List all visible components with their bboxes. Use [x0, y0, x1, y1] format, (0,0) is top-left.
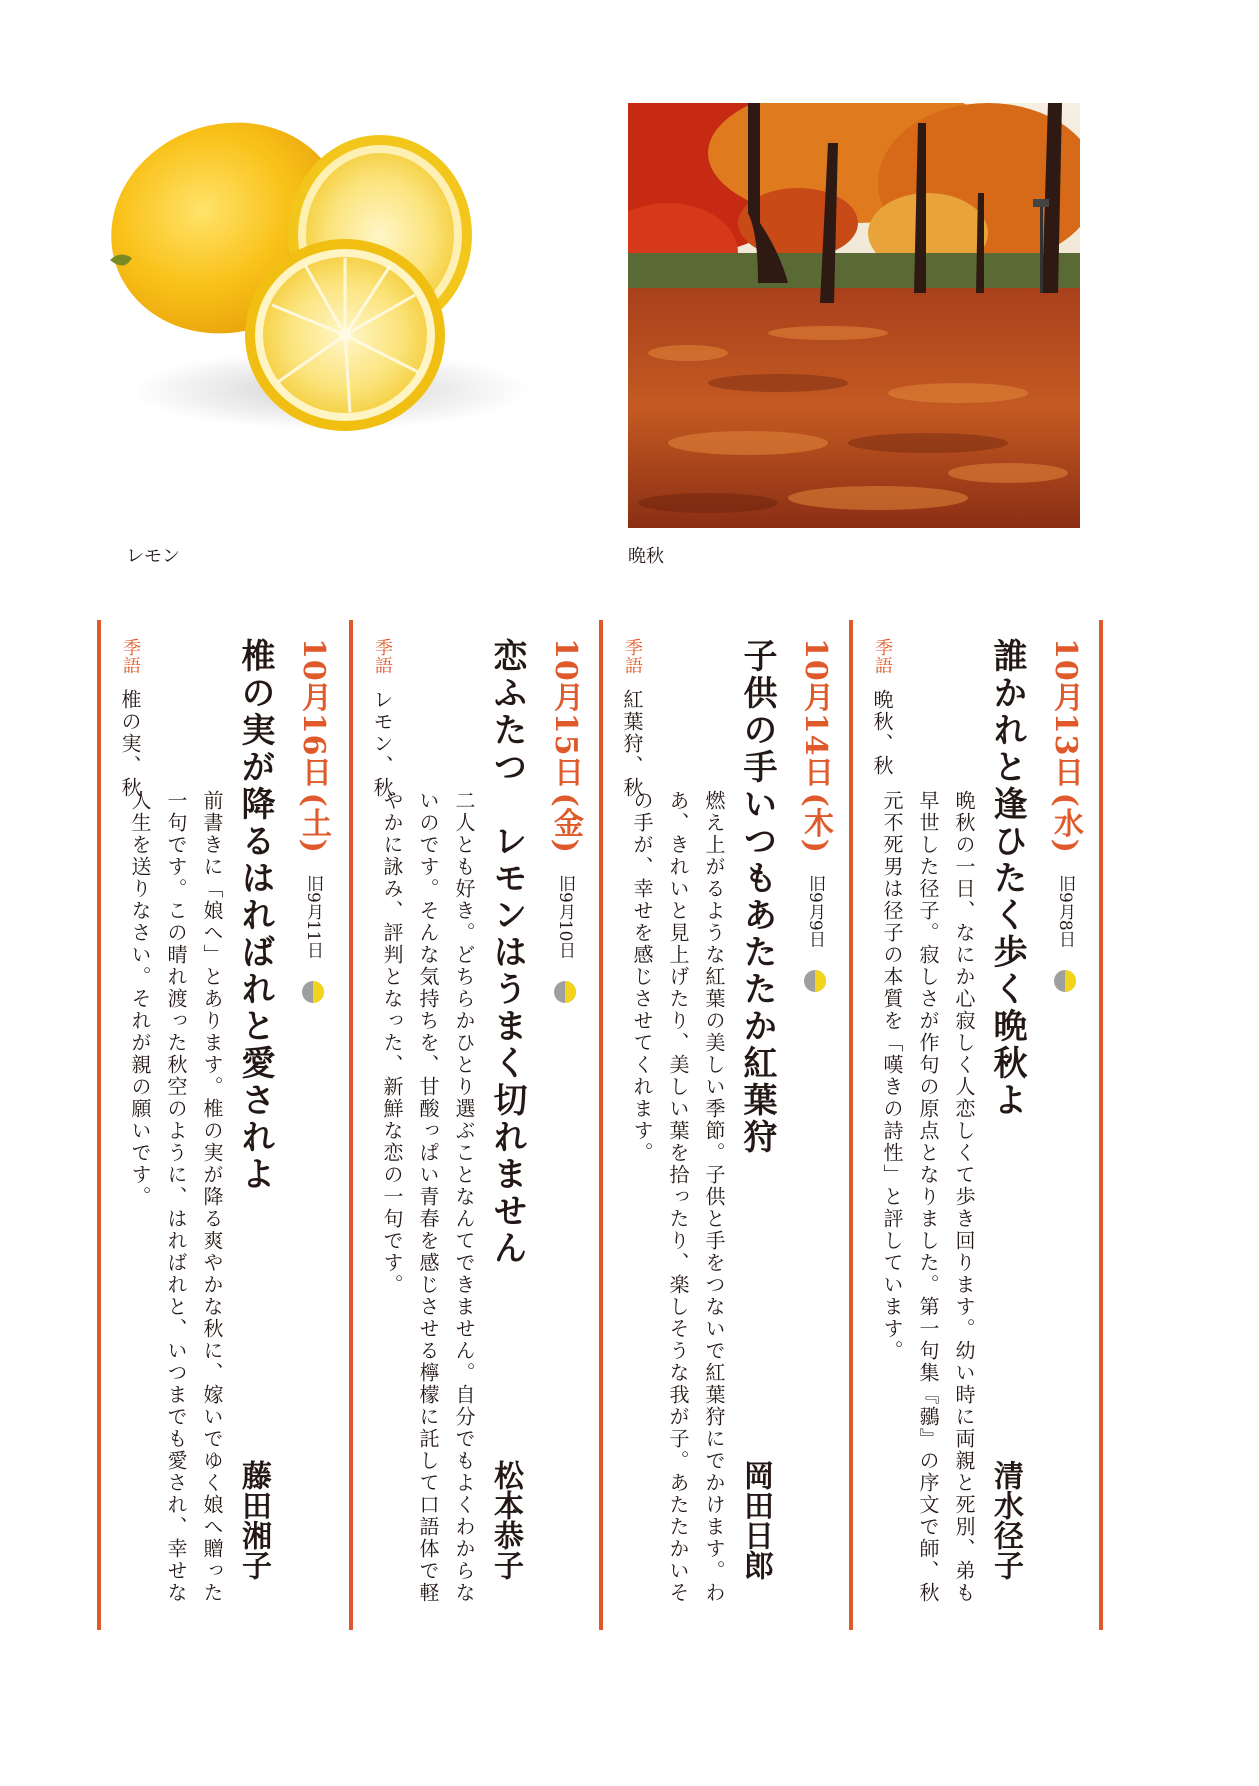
kigo-label: 季語: [120, 638, 141, 674]
kigo-label: 季語: [622, 638, 643, 674]
kigo-words: 椎の実、秋: [118, 689, 142, 800]
entry-weekday: (木): [798, 792, 833, 854]
entry-kyureki: 旧9月9日: [805, 875, 825, 948]
moon-phase-icon: [301, 980, 325, 1004]
entry-weekday: (水): [1048, 792, 1083, 854]
column-divider: [598, 620, 604, 1630]
entry-10-14-haiku: 子供の手いつもあたたか紅葉狩: [737, 638, 777, 1156]
entry-10-16-comment: 前書きに「娘へ」とあります。椎の実が降る爽やかな秋に、嫁いでゆく娘へ贈った一句です。この晴れ渡った秋空のように、はればれと、いつまでも愛され、幸せな人生を送りなさい。それが親の願いです。: [128, 790, 224, 1604]
kigo-label: 季語: [372, 638, 393, 674]
entry-10-13-haiku: 誰かれと逢ひたく歩く晩秋よ: [987, 638, 1027, 1119]
entry-10-16-kigo: [120, 638, 140, 799]
entry-10-16-author: 藤田湘子: [236, 1460, 271, 1580]
kigo-label: 季語: [872, 638, 893, 674]
entry-10-15-date-block: [548, 638, 583, 1004]
entry-date: 10月15日: [548, 638, 583, 788]
entry-10-14-comment: 燃え上がるような紅葉の美しい季節。子供と手をつないで紅葉狩にでかけます。わあ、きれいと見上げたり、美しい葉を拾ったり、楽しそうな我が子。あたたかいその手が、幸せを感じさせてくれます。: [630, 790, 726, 1604]
entry-10-15-comment: 二人とも好き。どちらかひとり選ぶことなんてできません。自分でもよくわからないのです。そんな気持ちを、甘酸っぱい青春を感じさせる檸檬に託して口語体で軽やかに詠み、評判となった、新鮮な恋の一句です。: [380, 790, 476, 1604]
entry-10-15-kigo: [372, 638, 392, 799]
entry-kyureki: 旧9月10日: [555, 875, 575, 959]
entry-10-13-kigo: [872, 638, 892, 777]
column-divider: [96, 620, 102, 1630]
entry-10-15-haiku: 恋ふたつ レモンはうまく切れません: [487, 638, 527, 1267]
entry-weekday: (金): [548, 792, 583, 854]
column-divider: [1098, 620, 1104, 1630]
column-divider: [848, 620, 854, 1630]
entry-kyureki: 旧9月11日: [303, 875, 323, 959]
entry-10-13-comment: 晩秋の一日、なにか心寂しく人恋しくて歩き回ります。幼い時に両親と死別、弟も早世した径子。寂しさが作句の原点となりました。第一句集『鶸』の序文で師、秋元不死男は径子の本質を「嘆きの詩性」と評しています。: [880, 790, 976, 1604]
entry-10-14-kigo: [622, 638, 642, 799]
entry-weekday: (土): [296, 792, 331, 854]
entry-10-16-date-block: [296, 638, 331, 1004]
entry-10-14-author: 岡田日郎: [738, 1460, 773, 1580]
entry-date: 10月13日: [1048, 638, 1083, 788]
moon-phase-icon: [1053, 969, 1077, 993]
late-autumn-caption: 晩秋: [628, 546, 664, 567]
entry-10-14-date-block: [798, 638, 833, 993]
entry-10-13-author: 清水径子: [988, 1460, 1023, 1580]
kigo-words: レモン、秋: [370, 689, 394, 800]
lemon-photo: [100, 90, 540, 480]
entry-date: 10月14日: [798, 638, 833, 788]
kigo-words: 晩秋、秋: [870, 689, 894, 778]
moon-phase-icon: [803, 969, 827, 993]
late-autumn-photo: [628, 103, 1080, 528]
entry-date: 10月16日: [296, 638, 331, 788]
column-divider: [348, 620, 354, 1630]
lemon-caption: レモン: [126, 546, 180, 567]
entry-kyureki: 旧9月8日: [1055, 875, 1075, 948]
entry-10-13-date-block: [1048, 638, 1083, 993]
entry-10-16-haiku: 椎の実が降るはればれと愛されよ: [235, 638, 275, 1193]
moon-phase-icon: [553, 980, 577, 1004]
kigo-words: 紅葉狩、秋: [620, 689, 644, 800]
entry-10-15-author: 松本恭子: [488, 1460, 523, 1580]
